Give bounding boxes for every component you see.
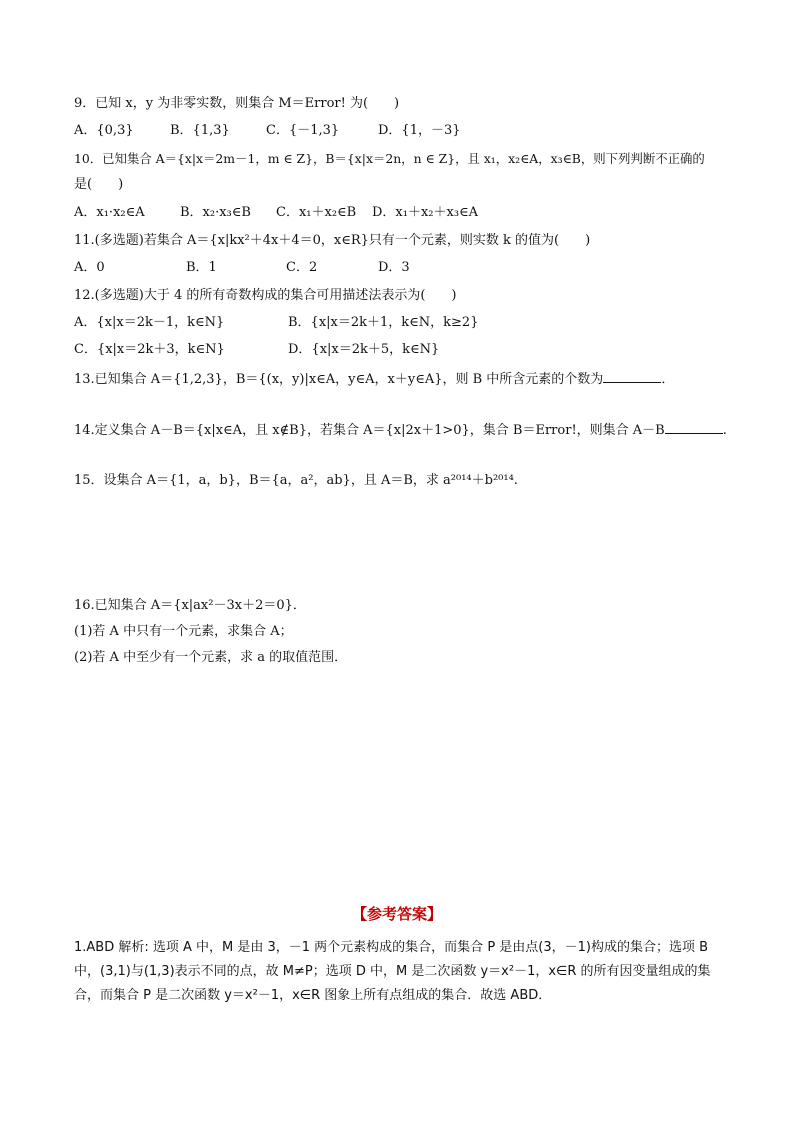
question-14-stem: 14.定义集合 A－B＝{x|x∈A，且 x∉B}，若集合 A＝{x|2x＋1>0}，集合 B＝Error!，则集合 A－B (74, 423, 665, 438)
question-12-option-d: D．{x|x＝2k＋5，k∈N} (288, 342, 440, 357)
question-10-option-a: A．x₁·x₂∈A (74, 205, 145, 220)
question-11-option-c: C．2 (286, 260, 318, 275)
question-10-option-c: C．x₁＋x₂∈B (276, 205, 357, 220)
question-9-stem: 9．已知 x，y 为非零实数，则集合 M＝Error! 为( ) (74, 96, 400, 111)
question-12-stem: 12.(多选题)大于 4 的所有奇数构成的集合可用描述法表示为( ) (74, 288, 457, 303)
question-11-stem: 11.(多选题)若集合 A＝{x|kx²＋4x＋4＝0，x∈R}只有一个元素，则实数 k 的值为( ) (74, 233, 591, 248)
question-9-option-a: A．{0,3} (74, 123, 134, 138)
question-13-end: ． (661, 372, 675, 387)
question-10-option-b: B．x₂·x₃∈B (180, 205, 251, 220)
answers-title: 【参考答案】 (351, 905, 442, 923)
question-13-stem: 13.已知集合 A＝{1,2,3}，B＝{(x，y)|x∈A，y∈A，x＋y∈A}，则 B 中所含元素的个数为 (74, 372, 604, 387)
question-13 (74, 369, 674, 389)
question-10-stem-line2: 是( ) (74, 177, 124, 192)
question-15-stem: 15．设集合 A＝{1，a，b}，B＝{a，a²，ab}，且 A＝B，求 a²⁰¹⁴＋b²⁰¹⁴. (74, 473, 518, 488)
question-9-option-d: D．{1，－3} (378, 123, 461, 138)
question-11-option-a: A．0 (74, 260, 105, 275)
question-12-option-b: B．{x|x＝2k＋1，k∈N，k≥2} (288, 315, 479, 330)
answer-blank[interactable] (665, 420, 723, 434)
question-11-option-b: B．1 (186, 260, 217, 275)
question-11-option-d: D．3 (378, 260, 410, 275)
question-16-part-1: (1)若 A 中只有一个元素，求集合 A； (74, 624, 293, 639)
question-14-end: . (722, 423, 727, 438)
question-16-part-2: (2)若 A 中至少有一个元素，求 a 的取值范围． (74, 650, 348, 665)
question-12-option-c: C．{x|x＝2k＋3，k∈N} (74, 342, 225, 357)
question-16-stem: 16.已知集合 A＝{x|ax²－3x＋2＝0}． (74, 598, 306, 613)
question-12-option-a: A．{x|x＝2k－1，k∈N} (74, 315, 225, 330)
question-9-option-c: C．{－1,3} (266, 123, 340, 138)
answer-1-explanation: 1.ABD 解析: 选项 A 中，M 是由 3，－1 两个元素构成的集合，而集合 P 是由点(3，－1)构成的集合；选项 B 中，(3,1)与(1,3)表示不同的点，故 M≠P；选项 D 中，M 是二次函数 y＝x²－1，x∈R 的所有因变量组成的集合，而集合 P 是二次函数 y＝x²－1，x∈R 图象上所有点组成的集合．故选 ABD． (74, 940, 711, 1003)
question-10-option-d: D．x₁＋x₂＋x₃∈A (372, 205, 479, 220)
question-9-option-b: B．{1,3} (170, 123, 230, 138)
question-10-stem-line1: 10．已知集合 A＝{x|x＝2m－1，m ∈ Z}，B＝{x|x＝2n，n ∈ Z}，且 x₁，x₂∈A，x₃∈B，则下列判断不正确的 (74, 151, 705, 166)
answer-blank[interactable] (603, 369, 661, 383)
question-14 (74, 420, 727, 440)
